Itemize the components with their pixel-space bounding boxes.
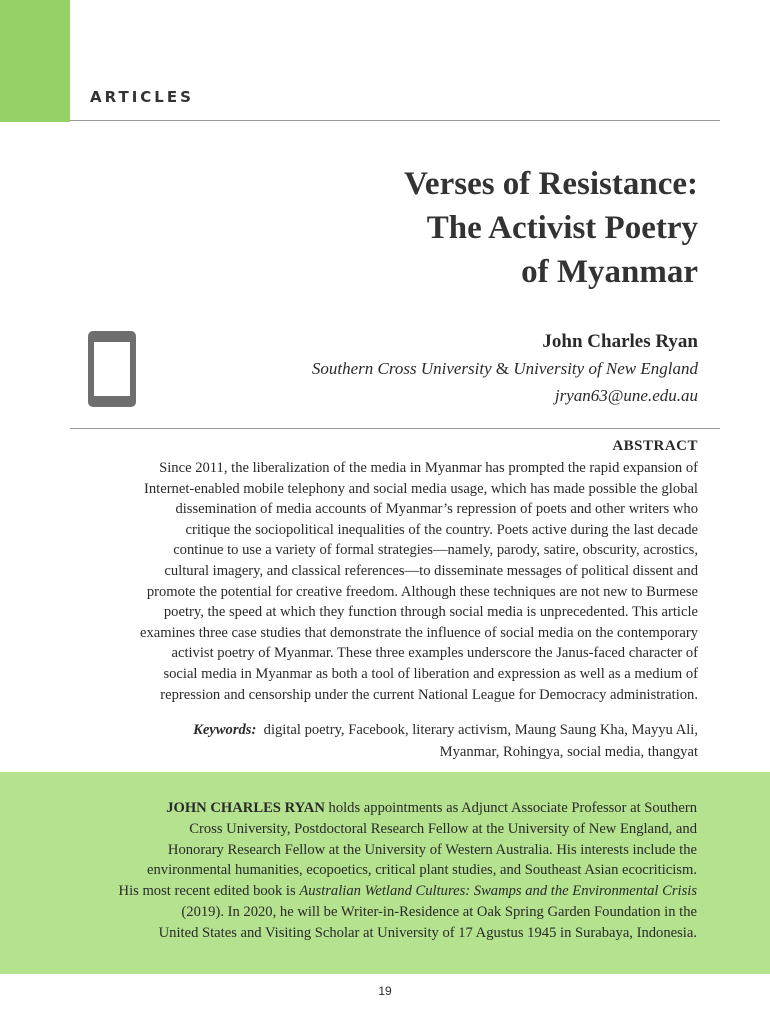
- abstract-line: examines three case studies that demonstrate the influence of social media on the contemporary: [139, 624, 698, 641]
- bio-line: environmental humanities, ecopoetics, critical plant studies, and Southeast Asian ecocriticism.: [147, 862, 697, 879]
- abstract-line: poetry, the speed at which they function through social media is unprecedented. This article: [163, 604, 698, 621]
- section-label: ARTICLES: [90, 88, 194, 106]
- affiliation-connector: &: [491, 359, 514, 378]
- abstract-heading: ABSTRACT: [612, 438, 698, 454]
- author-email[interactable]: jryan63@une.edu.au: [554, 386, 698, 405]
- abstract-line: critique the sociopolitical inequalities of the country. Poets active during the last decade: [185, 521, 698, 538]
- abstract-line: Internet-enabled mobile telephony and social media usage, which has made possible the global: [144, 480, 698, 497]
- keywords: [78, 719, 698, 763]
- article-title: [178, 162, 698, 294]
- author-name: John Charles Ryan: [542, 331, 698, 352]
- abstract-line: social media in Myanmar as both a tool of liberation and expression as well as a medium of: [163, 665, 698, 682]
- bio-line: (2019). In 2020, he will be Writer-in-Residence at Oak Spring Garden Foundation in the: [181, 903, 697, 920]
- bio-author-name: JOHN CHARLES RYAN: [166, 800, 325, 816]
- affiliation-1: Southern Cross University: [311, 359, 492, 378]
- bio-text: His most recent edited book is: [118, 883, 300, 900]
- bio-line: Cross University, Postdoctoral Research Fellow at the University of New England, and: [189, 820, 697, 837]
- author-affiliation: [312, 359, 698, 379]
- abstract-line: promote the potential for creative freedom. Although these techniques are not new to Burmese: [146, 583, 698, 600]
- bio-line: [70, 881, 697, 902]
- affiliation-2: University of New England: [513, 359, 698, 378]
- bio-line: [70, 798, 697, 819]
- abstract-line: repression and censorship under the current National League for Democracy administration.: [160, 686, 698, 703]
- page-number: 19: [378, 984, 392, 998]
- abstract-line: cultural imagery, and classical references—to disseminate messages of political dissent and: [164, 562, 698, 579]
- section-color-tab: [0, 0, 70, 122]
- abstract-line: Since 2011, the liberalization of the media in Myanmar has prompted the rapid expansion of: [159, 460, 698, 476]
- title-line: of Myanmar: [521, 254, 698, 290]
- bio-book-title: Australian Wetland Cultures: Swamps and the Environmental Crisis: [299, 883, 697, 900]
- keywords-line: Myanmar, Rohingya, social media, thangyat: [439, 744, 698, 760]
- keywords-list: digital poetry, Facebook, literary activism, Maung Saung Kha, Mayyu Ali,: [263, 722, 698, 738]
- bio-line: Honorary Research Fellow at the University of Western Australia. His interests include the: [167, 841, 697, 858]
- title-line: Verses of Resistance:: [404, 166, 698, 202]
- author-bio: [70, 798, 697, 944]
- bio-text: holds appointments as Adjunct Associate Professor at Southern: [324, 800, 697, 816]
- abstract-body: [70, 458, 698, 705]
- header-divider: [70, 120, 720, 121]
- abstract-line: continue to use a variety of formal strategies—namely, parody, satire, obscurity, acrostics,: [173, 542, 698, 559]
- keywords-line: [78, 719, 698, 741]
- abstract-divider: [70, 428, 720, 429]
- abstract-line: dissemination of media accounts of Myanmar’s repression of poets and other writers who: [175, 501, 698, 518]
- abstract-line: activist poetry of Myanmar. These three examples underscore the Janus-faced character of: [171, 645, 698, 662]
- bio-line: United States and Visiting Scholar at University of 17 Agustus 1945 in Surabaya, Indonesia.: [158, 924, 697, 941]
- title-line: The Activist Poetry: [426, 210, 698, 246]
- keywords-label: Keywords:: [193, 722, 257, 738]
- tablet-icon: [87, 330, 137, 408]
